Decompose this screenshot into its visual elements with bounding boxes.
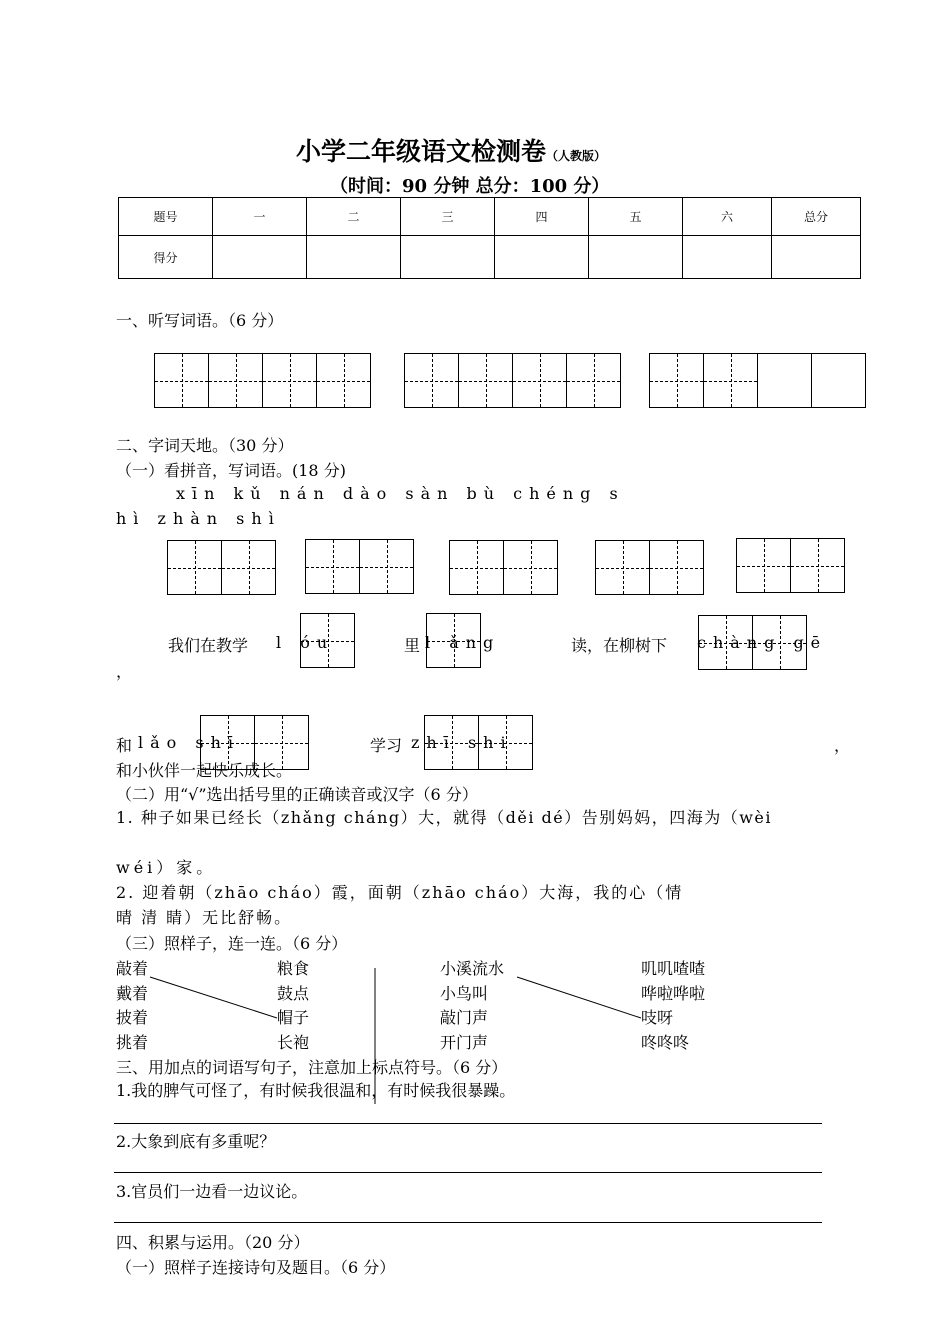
match-left-noun[interactable]: 粮食 (277, 959, 310, 978)
match-left-noun[interactable]: 长袍 (277, 1033, 310, 1052)
match-left-noun[interactable]: 鼓点 (277, 984, 310, 1003)
choice-q2-line-1: 2. 迎着朝（zhāo cháo）霞，面朝（zhāo cháo）大海，我的心（情 (116, 883, 684, 902)
score-header-cell: 二 (307, 198, 401, 236)
match-left-noun[interactable]: 帽子 (277, 1008, 310, 1027)
match-right-source[interactable]: 敲门声 (440, 1008, 489, 1027)
section-2-title: 二、字词天地。（30 分） (116, 436, 294, 455)
match-left-verb[interactable]: 敲着 (116, 959, 149, 978)
match-example-line-right (517, 977, 641, 1018)
score-header-cell: 总分 (772, 198, 861, 236)
pinyin-line-1: xīn kǔ nán dào sàn bù chéng s (176, 484, 625, 503)
match-right-sound[interactable]: 咚咚咚 (641, 1033, 690, 1052)
sentence-1-part-a: 我们在教学 (168, 636, 249, 655)
section-2-2-title: （二）用“√”选出括号里的正确读音或汉字（6 分） (116, 785, 478, 804)
score-header-cell: 五 (589, 198, 683, 236)
match-left-verb[interactable]: 戴着 (116, 984, 149, 1003)
section-2-3-title: （三）照样子，连一连。（6 分） (116, 934, 348, 953)
match-right-source[interactable]: 小鸟叫 (440, 984, 489, 1003)
score-header-cell: 题号 (119, 198, 213, 236)
sentence-1-part-b: 里 (404, 636, 421, 655)
score-header-cell: 一 (213, 198, 307, 236)
s3-question-1: 1.我的脾气可怪了，有时候我很温和，有时候我很暴躁。 (116, 1081, 516, 1100)
match-left-verb[interactable]: 挑着 (116, 1033, 149, 1052)
answer-line-1[interactable] (114, 1123, 822, 1124)
answer-line-2[interactable] (114, 1172, 822, 1173)
match-right-source[interactable]: 开门声 (440, 1033, 489, 1052)
section-4-title: 四、积累与运用。（20 分） (116, 1233, 310, 1252)
section-3-title: 三、用加点的词语写句子，注意加上标点符号。（6 分） (116, 1058, 508, 1077)
sentence-2-part-b: 学习 (370, 736, 403, 755)
pinyin-lou: l óu (276, 633, 335, 652)
answer-line-3[interactable] (114, 1222, 822, 1223)
sentence-3: 和小伙伴一起快乐成长。 (116, 761, 293, 780)
choice-q1-line-2: wéi）家。 (116, 858, 217, 877)
match-right-sound[interactable]: 叽叽喳喳 (641, 959, 706, 978)
match-right-sound[interactable]: 吱呀 (641, 1008, 674, 1027)
match-left-verb[interactable]: 披着 (116, 1008, 149, 1027)
pinyin-lao-shi: lǎo shī (138, 733, 241, 752)
pinyin-lang: l ǎng (425, 633, 501, 652)
pinyin-zhi-shi: zhī shi (411, 733, 513, 752)
pinyin-line-2: hì zhàn shì (116, 509, 281, 528)
score-header-cell: 六 (683, 198, 772, 236)
section-4-1-title: （一）照样子连接诗句及题目。（6 分） (116, 1258, 396, 1277)
exam-time-total: （时间：90 分钟 总分：100 分） (330, 176, 610, 197)
match-right-source[interactable]: 小溪流水 (440, 959, 505, 978)
sentence-2-part-a: 和 (116, 736, 133, 755)
section-1-title: 一、听写词语。（6 分） (116, 311, 284, 330)
title-note: （人教版） (546, 149, 607, 163)
sentence-1-part-c: 读，在柳树下 (571, 636, 668, 655)
s3-question-2: 2.大象到底有多重呢？ (116, 1132, 276, 1151)
choice-q2-line-2: 晴 清 睛）无比舒畅。 (116, 908, 293, 927)
score-header-cell: 三 (401, 198, 495, 236)
sentence-1-comma: ， (116, 662, 133, 681)
score-row-label: 得分 (119, 236, 213, 279)
section-2-1-title: （一）看拼音，写词语。(18 分) (116, 461, 346, 480)
match-right-sound[interactable]: 哗啦哗啦 (641, 984, 706, 1003)
s3-question-3: 3.官员们一边看一边议论。 (116, 1182, 308, 1201)
choice-q1-line-1: 1. 种子如果已经长（zhǎng cháng）大，就得（děi dé）告别妈妈，四海为（wèi (116, 808, 773, 827)
title-main: 小学二年级语文检测卷 (296, 137, 547, 166)
score-header-cell: 四 (495, 198, 589, 236)
sentence-2-comma: ， (834, 736, 851, 755)
match-example-line-left (150, 977, 277, 1018)
pinyin-chang-ge: chàng gē (697, 633, 828, 652)
